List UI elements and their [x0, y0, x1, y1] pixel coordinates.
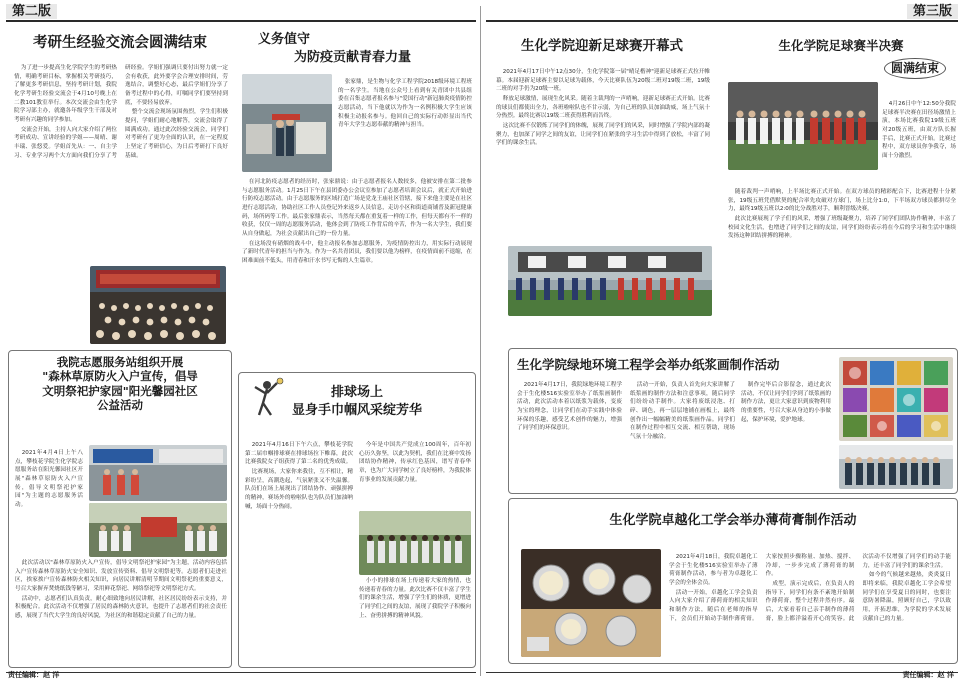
paragraph: 随着裁判一声哨响，上半场比赛正式开始。在双方球员的精彩配合下，比赛进程十分紧张，19级五班凭借默契的配合率先攻破对方球门，场上比分1:0，下半场双方球员都拼尽全力，最终19级五班以2:0的比分战胜对手，顺利晋级决赛。: [728, 189, 956, 213]
photo-paper-pulp-artworks: [839, 357, 953, 441]
article-body-main: [728, 188, 956, 344]
photo-exam-lecture-hall: [90, 266, 226, 344]
paragraph: 此次比赛展现了学子们的风采，增强了班级凝聚力，培养了同学们团队协作精神，丰富了校园文化生活，也增进了同学们之间的友谊，同学们纷纷表示将在今后的学习和生活中继续发扬这种团结拼搏的精神。: [728, 215, 956, 240]
page-number-left: 第二版: [6, 4, 57, 19]
paragraph: 2021年4月16日下午六点，攀枝花学院第二届巾帼排球赛在排球场拉下帷幕，此次比赛我院女子组获得了第二名的优秀成绩。: [245, 442, 353, 466]
paragraph: 4月26日中午12:50分我院足球赛半决赛在田径场激情上演，本场比赛我院19级五班对20级五班，由双方队长握手后，比赛正式开始。比赛过程中，双方球员你争我夺，场面十分激烈。: [882, 101, 956, 159]
article-title-line3: 文明祭祀护家园"阳光馨园社区: [42, 383, 198, 398]
article-body-intro: [882, 100, 956, 184]
article-title-line2: 显身手巾帼风采绽芳华: [291, 403, 422, 419]
paragraph: 如今的气候越来越热，炎炎夏日即将来临，我院卓越化工学会希望同学们在享受夏日的同时，也要注意防暑降温，照顾好自己，学以致用，开拓思维，为学院的学术发展贡献自己的力量。: [862, 572, 951, 622]
article-body-main: [15, 559, 227, 663]
stamp-completed: 圆满结束: [884, 58, 946, 79]
article-football-semifinal: [722, 28, 960, 348]
paragraph: 2021年4月17日，我院绿地环境工程学会于生化楼516实验室举办了纸浆画制作活动，此次活动本着以纸浆为载体，变废为宝的理念，让同学们在动手实践中体验环保的乐趣，感受艺术创作的魅力，增强了同学们的环保意识。: [517, 382, 622, 432]
paragraph: 比赛现场，大家你来我往，互不相让，精彩纷呈，高潮迭起，气氛紧张又不失温馨。队员们在场上展现出了团结协作、顽强拼搏的精神，赛场外的啦啦队也为队员们加油呐喊，场面十分热闹。: [245, 468, 353, 510]
article-body-intro: [15, 449, 83, 555]
article-body-intro: [338, 78, 472, 176]
paragraph: 张家鼎，是生物与化学工程学院2018级环境工程班的一名学生。当地在公众号上看到有关青团中共县组委在召集志愿者报名参与"爱国行动"新冠肺炎疫情防控志愿活动，当下他就以为作为一名例积极大学生应该积极主动报名参与。他回自己的实际行动彰显出当代青年大学生志愿奉献的精神与担当。: [338, 79, 472, 129]
photo-community-service-station: [89, 445, 227, 501]
article-community-service: [8, 350, 232, 668]
paragraph: 2021年4月18日，我院卓越化工学会于生化楼516实验室举办了薄荷膏制作活动，参与者为卓越化工学会的全体会员。: [669, 554, 758, 586]
article-title: 生化学院足球赛半决赛: [778, 38, 904, 53]
page-fold: [480, 6, 481, 676]
paragraph: 交流会开始，主持人向大家介绍了两位考研成功、宣讲经验的学姐——周晴、谢丰瑞、张悠爱。学姐首先从：一、自主学习、专业学习两个大方面向我们分享了考研经验。学姐们强调只要付出努力就一定会有收获，此外要学会合理安排时间，劳逸结合，调整好心态，最后学姐们分享了备考过程中的心得，叮嘱同学们要坚持到底，不要轻易放弃。: [14, 65, 228, 159]
article-paper-pulp-painting: [508, 348, 958, 494]
paragraph: 小小的排球在场上传递着大家的热情，也传递着青春的力量。此次比赛不仅丰富了学生们的课余生活，增强了学生们的体质，更增进了同学们之间的友谊，展现了我院学子积极向上、奋勇拼搏的精神风貌。: [359, 578, 471, 619]
paragraph: 今年是中国共产党成立100周年，百年初心历久弥坚，以此为契机，我们在比赛中发扬团结协作精神，传承红色基因，谱写青春华章，也为广大同学树立了良好榜样，为我院体育事业的发展贡献力量。: [359, 442, 471, 483]
article-title: 考研生经验交流会圆满结束: [33, 34, 207, 51]
paragraph: 成型，演示完成后，在负责人的指导下，同学们有条不紊地开始制作薄荷膏，整个过程井然有序。最后，大家看着自己亲手制作的薄荷膏，脸上都洋溢着开心的笑容。此次活动不仅增强了同学们的动手能力，还丰富了同学们的课余生活。: [765, 554, 951, 622]
article-body-left: [245, 441, 353, 663]
paragraph: 整个交流会现场氛围热烈，学生们积极提问，学姐们耐心地解答，交流会取得了圆满成功。通过此次经验交流会，同学们对考研有了更为全面的认识，在一定程度上坚定了考研信心，为日后考研打下良好基础。: [125, 109, 228, 159]
footer-rule-right: [486, 672, 958, 673]
page-header-right: [486, 4, 958, 22]
article-body: [496, 68, 710, 236]
article-exam-exchange: [8, 28, 232, 346]
editor-credit-left: 责任编辑：赵 洋: [8, 671, 60, 679]
photo-volunteers-street: [242, 74, 332, 172]
article-body-right: [741, 381, 831, 487]
photo-paper-pulp-group: [839, 445, 953, 489]
paragraph: 在河北防疫志愿者的经历时，张家鼎说：由于志愿者报名人数较多，他被安排在第二批参与志愿服务活动。1月25日下午在县团委办公会议室参加了志愿者培训会议后，就正式开始进行防疫志愿活动。由于志愿服务的区域打造广场是党龙王庙社区管辖，接下来他主要是在社区进行志愿活动，协助社区工作人员登记外来返乡人员信息，走访小区和街道商铺普及新冠健康码，场所码等工作。最后张家鼎表示，当然每天都在重复着一样的工作，但每天都有不一样的收获，仅仅一周的志愿服务活动，他体会到了防疫工作背后的辛苦，作为一名大学生，我们要从自身做起，为社会贡献出自己的一份力量。: [242, 179, 472, 237]
article-title-line2: "森林草原防火入户宣传，倡导: [42, 369, 198, 384]
article-body-main: [242, 178, 472, 364]
article-title-line1: 义务值守: [258, 32, 311, 47]
article-title-line1: 我院志愿服务站组织开展: [56, 355, 184, 369]
article-title: 生化学院绿地环境工程学会举办纸浆画制作活动: [517, 357, 780, 372]
paragraph: 活动中，志愿者们认真负责，耐心细致地向居民讲解，社区居民纷纷表示支持，并积极配合。此次活动不仅增强了居民的森林防火意识，也提升了志愿者们的社会责任感，展现了当代大学生的良好风貌，为社区的和谐稳定贡献了自己的力量。: [15, 595, 227, 619]
page-number-right: 第三版: [907, 4, 958, 19]
photo-football-semifinal-team: [728, 82, 878, 170]
paragraph: 这次比赛不仅锻炼了同学们的体魄，展现了同学们的风采，同时增强了学院内部的凝聚力，也加深了同学之间的友谊，让同学们在紧张的学习生活中得到了放松，丰富了同学们的课余生活。: [496, 122, 710, 147]
article-volunteer-duty: [238, 28, 476, 366]
paragraph: 2021年4月4日上午八点，攀枝花学院生化学院志愿服务站在阳光馨园社区开展"森林草原防火入户宣传，倡导文明祭祀护家园"为主题的志愿服务活动。: [15, 450, 83, 508]
article-body: [669, 553, 951, 659]
paragraph: 释放足球激情，展现生化风采。随着主裁判的一声哨响，迎新足球赛正式开始。比赛的球员们都使出全力，各班啦啦队也不甘示弱，为自己班的队员加油助威，场上气氛十分热烈。最终比赛以19级二班获得胜利而告终。: [496, 95, 710, 120]
article-body-right: [359, 441, 471, 509]
paragraph: 在这场没有硝烟的战斗中，他主动报名参加志愿服务，为疫情防控出力，用实际行动展现了新时代青年的担当与作为。作为一名共青团员，我们要以他为榜样，在疫情面前不退缩，在困难面前不低头，用青春和汗水书写无悔的人生篇章。: [242, 240, 472, 264]
footer-rule-left: [6, 672, 476, 673]
article-title-line4: 公益活动: [97, 398, 143, 413]
paragraph: 此次活动以"森林草原防火入户宣传，倡导文明祭祀护家园"为主题，活动内容包括入户宣传森林草原防火安全知识、发放宣传资料、倡导文明祭祀等。志愿者们走进社区，挨家挨户宣传森林防火相关知识，向居民讲解清明节期间文明祭祀的重要意义，号召大家摒弃焚烧纸钱等陋习，采用鲜花祭祀、网络祭祀等文明祭祀方式。: [15, 560, 227, 592]
paragraph: 为了进一步提高生化学院学生的考研热情，明确考研目标，掌握相关考研技巧，了解更多考研信息，坚持考研计划，我院化学考研生经验交流会于4月10号晚上在二教101教室举行。本次交流会由生化学院学习部主办，就邀各年级学生干部及对考研有兴趣的同学参加。: [14, 65, 117, 123]
paragraph: 活动一开始，负责人首先向大家讲解了纸浆画的制作方法和注意事项，随后同学们纷纷动手制作。大家将废纸浸泡、打碎、调色，再一层层地铺在画板上，最终创作出一幅幅精美的纸浆画作品。同学们在制作过程中相互交流、相互帮助，现场气氛十分融洽。: [630, 382, 735, 440]
article-body-tail: [359, 577, 471, 663]
article-mint-balm: [508, 498, 958, 664]
photo-mint-balm-tins: [521, 549, 661, 657]
photo-volleyball-team: [359, 511, 471, 575]
paragraph: 活动一开始，卓越化工学会负责人向大家介绍了薄荷膏的相关知识和制作方法，随后在老师的指导下，会员们开始动手制作薄荷膏。大家按照步骤称量、加热、搅拌、冷却，一步步完成了薄荷膏的制作。: [669, 554, 855, 622]
volleyball-player-icon: [247, 377, 287, 417]
photo-community-group: [89, 503, 227, 557]
article-title-line2: 为防疫贡献青春力量: [294, 50, 412, 65]
photo-football-opening-lineup: [508, 246, 712, 316]
editor-credit-right: 责任编辑：赵 洋: [902, 671, 954, 679]
article-body: [14, 64, 228, 244]
article-title: 生化学院迎新足球赛开幕式: [521, 38, 683, 54]
article-body-left: [517, 381, 735, 487]
article-title-line1: 排球场上: [330, 385, 383, 400]
paragraph: 2021年4月17日中午12点30分，生化学院第一届"晴足楷神"迎新足球赛正式拉开帷幕。本届迎新足球赛主要以足球为载体，今天比赛队伍为20级二班对19级二班，19级二班的对手仍为20级一班。: [496, 69, 710, 93]
page-header-left: [6, 4, 476, 22]
article-football-opening: [488, 28, 716, 344]
paragraph: 制作完毕后合影留念，通过此次活动，不仅让同学们学到了纸浆画的制作方法，更让大家意识到废物利用的重要性，号召大家从身边的小事做起，保护环境，爱护地球。: [741, 382, 831, 423]
article-volleyball: [238, 372, 476, 668]
article-title: 生化学院卓越化工学会举办薄荷膏制作活动: [609, 513, 857, 528]
